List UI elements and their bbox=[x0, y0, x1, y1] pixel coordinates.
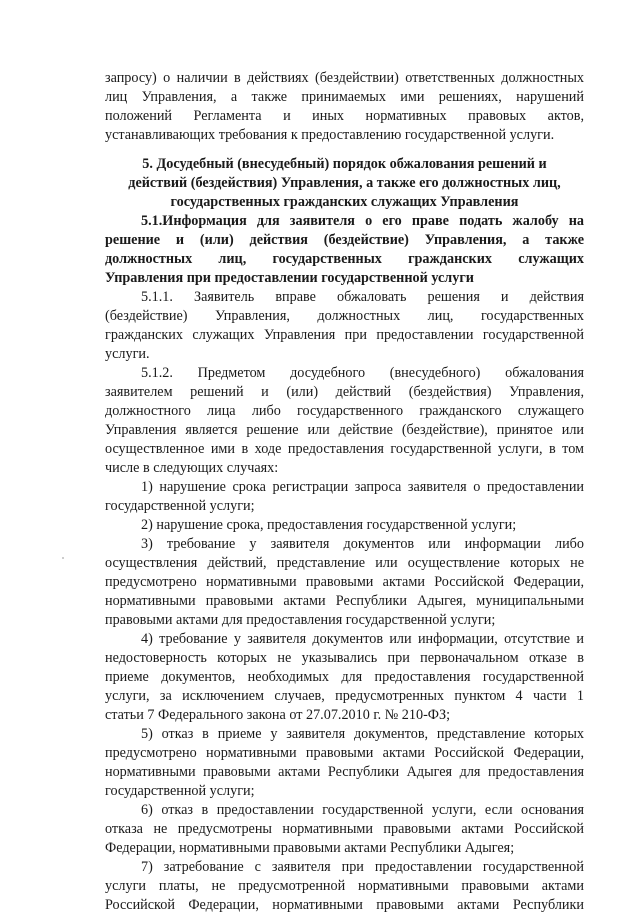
list-item-4-line: недостоверность которых не указывались при первоначальном отказе в bbox=[105, 650, 584, 666]
paragraph-5-1-1-line: 5.1.1. Заявитель вправе обжаловать решения и действия bbox=[141, 289, 584, 305]
paragraph-5-1-1-line: гражданских служащих Управления при предоставлении государственной bbox=[105, 327, 584, 343]
intro-line: запросу) о наличии в действиях (бездействии) ответственных должностных bbox=[105, 70, 584, 86]
list-item-3-line: предусмотрено нормативными правовыми актами Российской Федерации, bbox=[105, 574, 584, 590]
intro-line: положений Регламента и иных нормативных правовых актов, bbox=[105, 108, 584, 124]
intro-line: лиц Управления, а также принимаемых ими решениях, нарушений bbox=[105, 89, 584, 105]
section-heading-line: 5. Досудебный (внесудебный) порядок обжалования решений и bbox=[142, 156, 547, 172]
paragraph-5-1-2-line: осуществленное ими в ходе предоставления государственной услуги, в том bbox=[105, 441, 584, 457]
paragraph-5-1-2-line: Управления является решение или действие (бездействие), принятое или bbox=[105, 422, 584, 438]
list-item-3-line: 3) требование у заявителя документов или информации либо bbox=[141, 536, 584, 552]
list-item-7-line: Российской Федерации, нормативными правовыми актами Республики bbox=[105, 897, 584, 913]
paragraph-5-1-1-line: (бездействие) Управления, должностных лиц, государственных bbox=[105, 308, 584, 324]
list-item-7-line: услуги платы, не предусмотренной нормативными правовыми актами bbox=[105, 878, 584, 894]
list-item-5-line: 5) отказ в приеме у заявителя документов, представление которых bbox=[141, 726, 584, 742]
list-item-6-line: Федерации, нормативными правовыми актами Республики Адыгея; bbox=[105, 840, 515, 856]
list-item-5-line: государственной услуги; bbox=[105, 783, 255, 799]
paragraph-5-1-2-line: должностного лица либо государственного гражданского служащего bbox=[105, 403, 584, 419]
intro-line: устанавливающих требования к предоставлению государственной услуги. bbox=[105, 127, 555, 143]
subsection-heading-line: решение и (или) действия (бездействие) Управления, а также bbox=[105, 232, 584, 248]
subsection-heading-line: Управления при предоставлении государственной услуги bbox=[105, 270, 474, 286]
list-item-1-line: государственной услуги; bbox=[105, 498, 255, 514]
list-item-5-line: нормативными правовыми актами Республики Адыгея для предоставления bbox=[105, 764, 584, 780]
paragraph-5-1-2-line: 5.1.2. Предметом досудебного (внесудебного) обжалования bbox=[141, 365, 584, 381]
paragraph-5-1-1-line: услуги. bbox=[105, 346, 150, 362]
section-heading-line: государственных гражданских служащих Управления bbox=[170, 194, 519, 210]
list-item-3-line: осуществления действий, представление или осуществление которых не bbox=[105, 555, 584, 571]
list-item-4-line: статьи 7 Федерального закона от 27.07.2010 г. № 210-ФЗ; bbox=[105, 707, 451, 723]
list-item-3-line: нормативными правовыми актами Республики Адыгея, муниципальными bbox=[105, 593, 584, 609]
list-item-3-line: правовыми актами для предоставления государственной услуги; bbox=[105, 612, 496, 628]
paragraph-5-1-2-line: числе в следующих случаях: bbox=[105, 460, 279, 476]
list-item-2-line: 2) нарушение срока, предоставления государственной услуги; bbox=[141, 517, 517, 533]
list-item-6-line: 6) отказ в предоставлении государственной услуги, если основания bbox=[141, 802, 584, 818]
subsection-heading-line: 5.1.Информация для заявителя о его праве подать жалобу на bbox=[141, 213, 584, 229]
list-item-7-line: 7) затребование с заявителя при предоставлении государственной bbox=[141, 859, 584, 875]
subsection-heading-line: должностных лиц, государственных гражданских служащих bbox=[105, 251, 584, 267]
list-item-6-line: отказа не предусмотрены нормативными правовыми актами Российской bbox=[105, 821, 584, 837]
paragraph-5-1-2-line: заявителем решений и (или) действий (бездействия) Управления, bbox=[105, 384, 584, 400]
section-heading-line: действий (бездействия) Управления, а также его должностных лиц, bbox=[128, 175, 561, 191]
list-item-4-line: 4) требование у заявителя документов или информации, отсутствие и bbox=[141, 631, 584, 647]
list-item-5-line: предусмотрено нормативными правовыми актами Российской Федерации, bbox=[105, 745, 584, 761]
list-item-4-line: приеме документов, необходимых для предоставления государственной bbox=[105, 669, 584, 685]
scan-speck bbox=[62, 557, 64, 559]
list-item-4-line: услуги, за исключением случаев, предусмотренных пунктом 4 части 1 bbox=[105, 688, 584, 704]
list-item-1-line: 1) нарушение срока регистрации запроса заявителя о предоставлении bbox=[141, 479, 584, 495]
